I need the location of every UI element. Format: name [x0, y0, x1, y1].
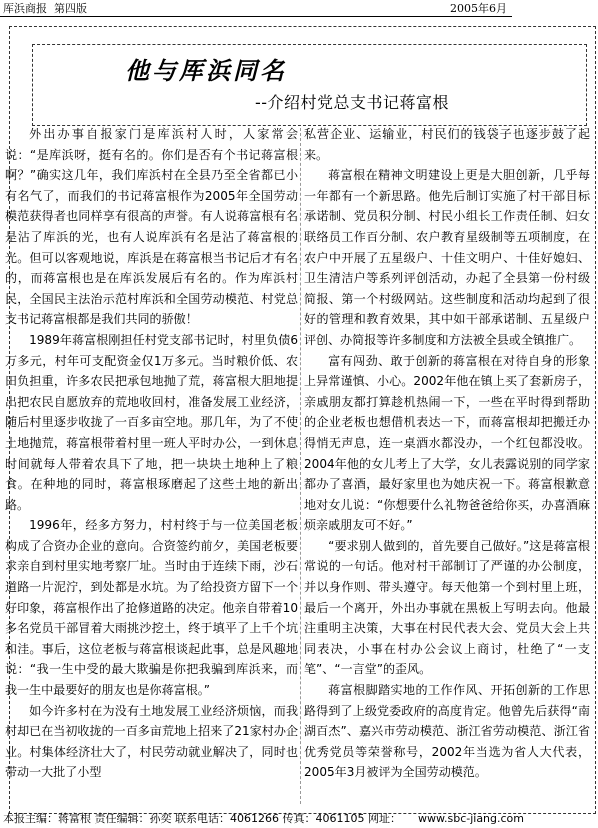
header-rule: [0, 16, 512, 17]
paragraph: 私营企业、运输业，村民们的钱袋子也逐步鼓了起来。: [304, 127, 590, 162]
paragraph: 外出办事自报家门是库浜村人时，人家常会说：“是库浜呀，挺有名的。你们是否有个书记蒋富根啊？”确实这几年，我们库浜村在全县乃至全省都已小有名气了，而我们的书记蒋富根作为2005年全国劳动模范获得者也同样享有很高的声誉。有人说蒋富根有名是沾了库浜的光，也有人说库浜有名是沾了蒋富根的光。但可以客观地说，库浜是在蒋富根当书记后才有名的，而蒋富根也是在库浜发展后有名的。作为库浜村民，全国民主法治示范村库浜和全国劳动模范、村党总支书记蒋富根都是我们共同的骄傲！: [5, 127, 298, 327]
footer-credits: 本报主编：蒋富根 责任编辑：孙奕 联系电话：4061266 传真：4061105 网址：: [3, 812, 401, 825]
paragraph: 1989年蒋富根刚担任村党支部书记时，村里负债6万多元，村年可支配资金仅1万多元。当时粮价低、农田负担重，许多农民把承包地抛了荒，蒋富根大胆地提出把农民自愿放弃的荒地收回村，准备发展工业经济，随后村里逐步收拢了一百多亩空地。那几年，为了不使土地抛荒，蒋富根带着村里一班人平时办公，一到休息时间就每人带着农具下了地，把一块块土地种上了粮食。在种地的同时，蒋富根琢磨起了这些土地的新出路。: [5, 332, 298, 512]
paragraph: 富有闯劲、敢于创新的蒋富根在对待自身的形象上异常谨慎、小心。2002年他在镇上买了套新房子，亲戚朋友都打算趁机热闹一下，一些在平时得到帮助的企业老板也想借机表达一下，而蒋富根却把搬迁办得悄无声息，连一桌酒水都没办，一个红包都没收。2004年他的女儿考上了大学，女儿表露说别的同学家都办了喜酒，最好家里也为她庆祝一下。蒋富根歉意地对女儿说：“你想要什么礼物爸爸给你买，办喜酒麻烦亲戚朋友可不好。”: [304, 353, 590, 533]
column-divider: [300, 128, 301, 804]
paragraph: 蒋富根脚踏实地的工作作风、开拓创新的工作思路得到了上级党委政府的高度肯定。他曾先后获得“南湖百杰”、嘉兴市劳动模范、浙江省劳动模范、浙江省优秀党员等荣誉称号，2002年当选为省人大代表，2005年3月被评为全国劳动模范。: [304, 683, 590, 780]
page-header: [0, 0, 598, 20]
article-right-column: [304, 124, 590, 804]
page-label: 第四版: [54, 2, 87, 15]
article-left-column: [5, 124, 298, 804]
paragraph: 蒋富根在精神文明建设上更是大胆创新，几乎每一年都有一个新思路。他先后制订实施了村干部目标承诺制、党员积分制、村民小组长工作责任制、妇女联络员工作百分制、农户教育星级制等五项制度，在农户中开展了五星级户、十佳文明户、十佳好媳妇、卫生清洁户等系列评创活动，办起了全县第一份村级简报、第一个村级网站。这些制度和活动均起到了很好的管理和教育效果，其中如干部承诺制、五星级户评创、办简报等许多制度和方法被全县或全镇推广。: [304, 168, 590, 347]
website-link[interactable]: www.sbc-jiang.com: [418, 812, 525, 825]
page-footer: [0, 810, 598, 828]
paragraph: “要求别人做到的，首先要自己做好。”这是蒋富根常说的一句话。他对村干部制订了严谨的办公制度，并以身作则、带头遵守。每天他第一个到村里上班，最后一个离开，外出办事就在黑板上写明去向。他最注重明主决策，大事在村民代表大会、党员大会上共同表决，小事在村办公会议上商讨，杜绝了“一支笔”、“一言堂”的歪风。: [304, 538, 590, 677]
paper-name: 厍浜商报: [3, 2, 47, 15]
paragraph: 1996年，经多方努力，村村终于与一位美国老板构成了合资办企业的意向。合资签约前夕，美国老板要求亲自到村里实地考察厂址。当时由于连续下雨，沙石道路一片泥泞，到处都是水坑。为了给投资方留下一个好印象，蒋富根作出了抢修道路的决定。他亲自带着10多名党员干部冒着大雨挑沙挖土，终于填平了上千个坑和洼。事后，这位老板与蒋富根谈起此事，总是风趣地说：“我一生中受的最大欺骗是你把我骗到库浜来，而我一生中最要好的朋友也是你蒋富根。”: [5, 518, 298, 698]
article-title: 他与厍浜同名: [125, 56, 287, 85]
paragraph: 如今许多村在为没有土地发展工业经济烦恼，而我村却已在当初收拢的一百多亩荒地上招来了21家村办企业。村集体经济壮大了，村民劳动就业解决了，同时也带动一大批了小型: [5, 703, 298, 780]
issue-date: 2005年6月: [450, 2, 507, 15]
article-subtitle: --介绍村党总支书记蒋富根: [255, 93, 450, 112]
